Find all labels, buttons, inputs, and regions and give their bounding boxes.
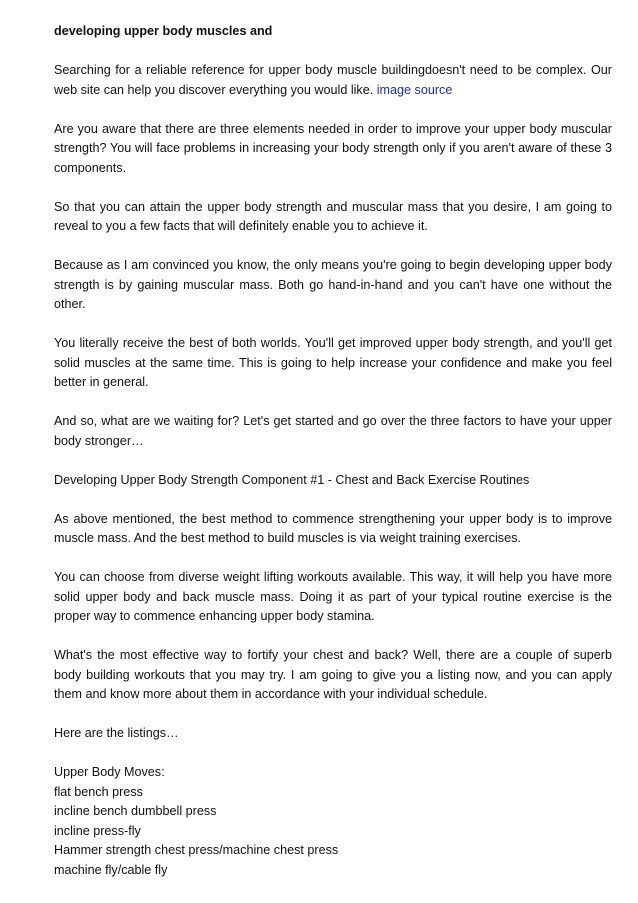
list-item: Hammer strength chest press/machine chest press — [54, 843, 339, 857]
paragraph-get-started: And so, what are we waiting for? Let's get started and go over the three factors to have your upper body stronger… — [54, 414, 612, 448]
list-item: machine fly/cable fly — [54, 862, 168, 877]
paragraph-best-of-both: You literally receive the best of both worlds. You'll get improved upper body strength, and you'll get solid muscles at the same time. This is going to help increase your confidence and make you feel better in general. — [54, 336, 612, 389]
intro-paragraph — [54, 61, 612, 100]
intro-text: Searching for a reliable reference for upper body muscle buildingdoesn't need to be complex. Our web site can help you discover everything you would like. — [54, 63, 612, 97]
paragraph-attain-strength: So that you can attain the upper body strength and muscular mass that you desire, I am going to reveal to you a few facts that will definitely enable you to achieve it. — [54, 199, 612, 233]
image-source-link[interactable]: image source — [376, 82, 453, 97]
upper-body-moves-list — [54, 783, 612, 881]
paragraph-chest-and-back: What's the most effective way to fortify your chest and back? Well, there are a couple of superb body building workouts that you may try. I am going to give you a listing now, and you can apply them and know more about them in accordance with your individual schedule. — [54, 648, 612, 701]
list-item: incline press-fly — [54, 823, 141, 838]
paragraph-muscular-mass: Because as I am convinced you know, the only means you're going to begin developing upper body strength is by gaining muscular mass. Both go hand-in-hand and you can't have one without the other. — [54, 258, 612, 311]
paragraph-three-elements: Are you aware that there are three elements needed in order to improve your upper body muscular strength? You will face problems in increasing your body strength only if you aren't aware of these 3 components. — [54, 121, 612, 175]
paragraph-workouts: You can choose from diverse weight lifting workouts available. This way, it will help you have more solid upper body and back muscle mass. Doing it as part of your typical routine exercise is the proper way to commence enhancing upper body stamina. — [54, 570, 612, 623]
paragraph-listings-intro: Here are the listings… — [54, 726, 179, 740]
list-item: flat bench press — [54, 784, 143, 799]
list-item: incline bench dumbbell press — [54, 804, 217, 818]
document-title: developing upper body muscles and — [54, 24, 273, 38]
paragraph-weight-training: As above mentioned, the best method to commence strengthening your upper body is to improve muscle mass. And the best method to build muscles is via weight training exercises. — [54, 511, 612, 545]
document-page — [54, 22, 612, 880]
upper-body-moves-heading: Upper Body Moves: — [54, 765, 165, 779]
section-heading-component-1: Developing Upper Body Strength Component #1 - Chest and Back Exercise Routines — [54, 472, 530, 487]
